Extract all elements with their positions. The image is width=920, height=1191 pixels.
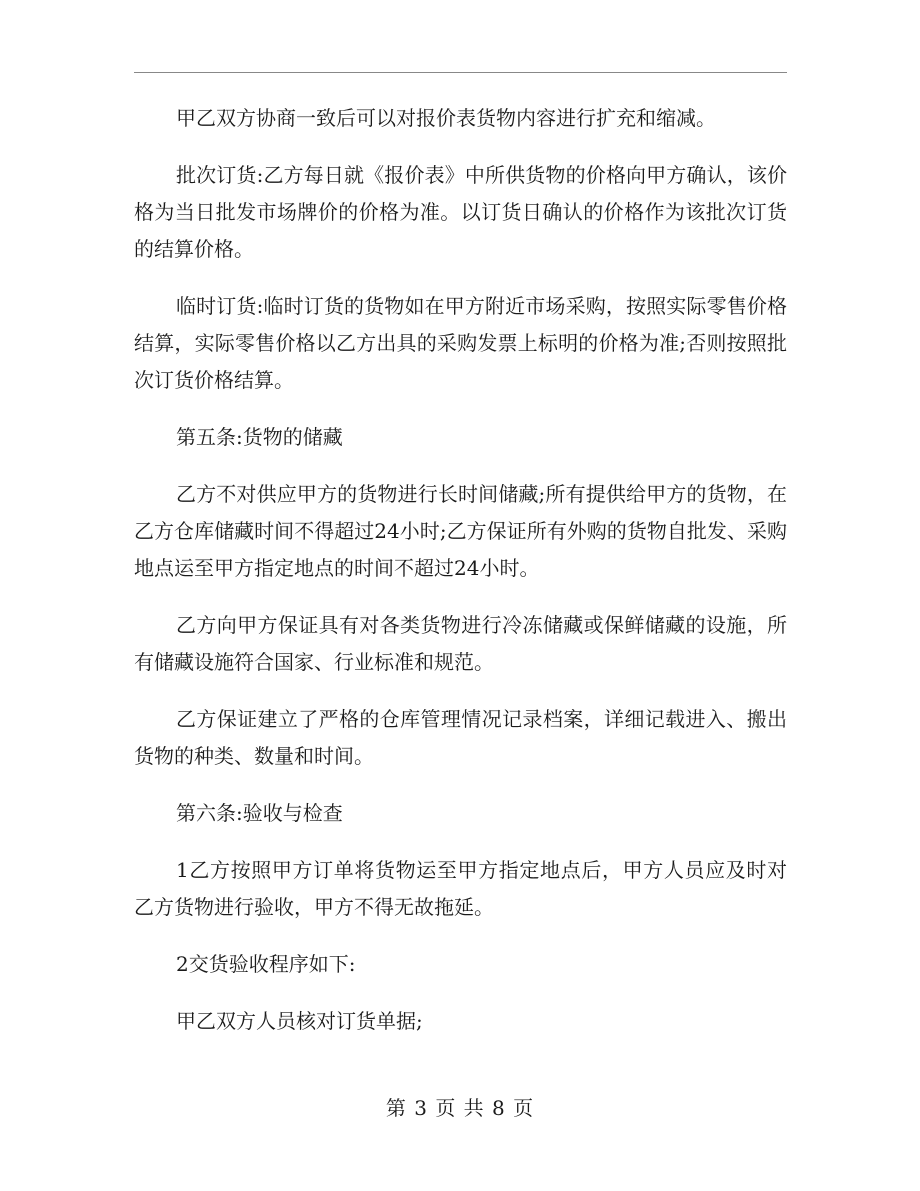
paragraph: 乙方向甲方保证具有对各类货物进行冷冻储藏或保鲜储藏的设施，所有储藏设施符合国家、行业标准和规范。 [134,613,787,674]
paragraph: 1乙方按照甲方订单将货物运至甲方指定地点后，甲方人员应及时对乙方货物进行验收，甲方不得无故拖延。 [134,858,787,919]
page-footer [0,1094,920,1122]
header-rule [134,72,787,73]
paragraph: 甲乙双方协商一致后可以对报价表货物内容进行扩充和缩减。 [176,106,716,130]
section-heading: 第六条:验收与检查 [176,801,343,825]
paragraph: 2交货验收程序如下: [176,952,356,976]
section-heading: 第五条:货物的储藏 [176,425,343,449]
document-body [134,100,787,1060]
paragraph: 乙方保证建立了严格的仓库管理情况记录档案，详细记载进入、搬出货物的种类、数量和时间。 [134,707,787,768]
page-number: 第 3 页 共 8 页 [385,1096,535,1120]
paragraph: 批次订货:乙方每日就《报价表》中所供货物的价格向甲方确认，该价格为当日批发市场牌价的价格为准。以订货日确认的价格作为该批次订货的结算价格。 [134,163,787,261]
paragraph: 临时订货:临时订货的货物如在甲方附近市场采购，按照实际零售价格结算，实际零售价格以乙方出具的采购发票上标明的价格为准;否则按照批次订货价格结算。 [134,294,787,392]
paragraph: 甲乙双方人员核对订货单据; [176,1009,423,1033]
paragraph: 乙方不对供应甲方的货物进行长时间储藏;所有提供给甲方的货物，在乙方仓库储藏时间不得超过24小时;乙方保证所有外购的货物自批发、采购地点运至甲方指定地点的时间不超过24小时。 [134,482,787,580]
